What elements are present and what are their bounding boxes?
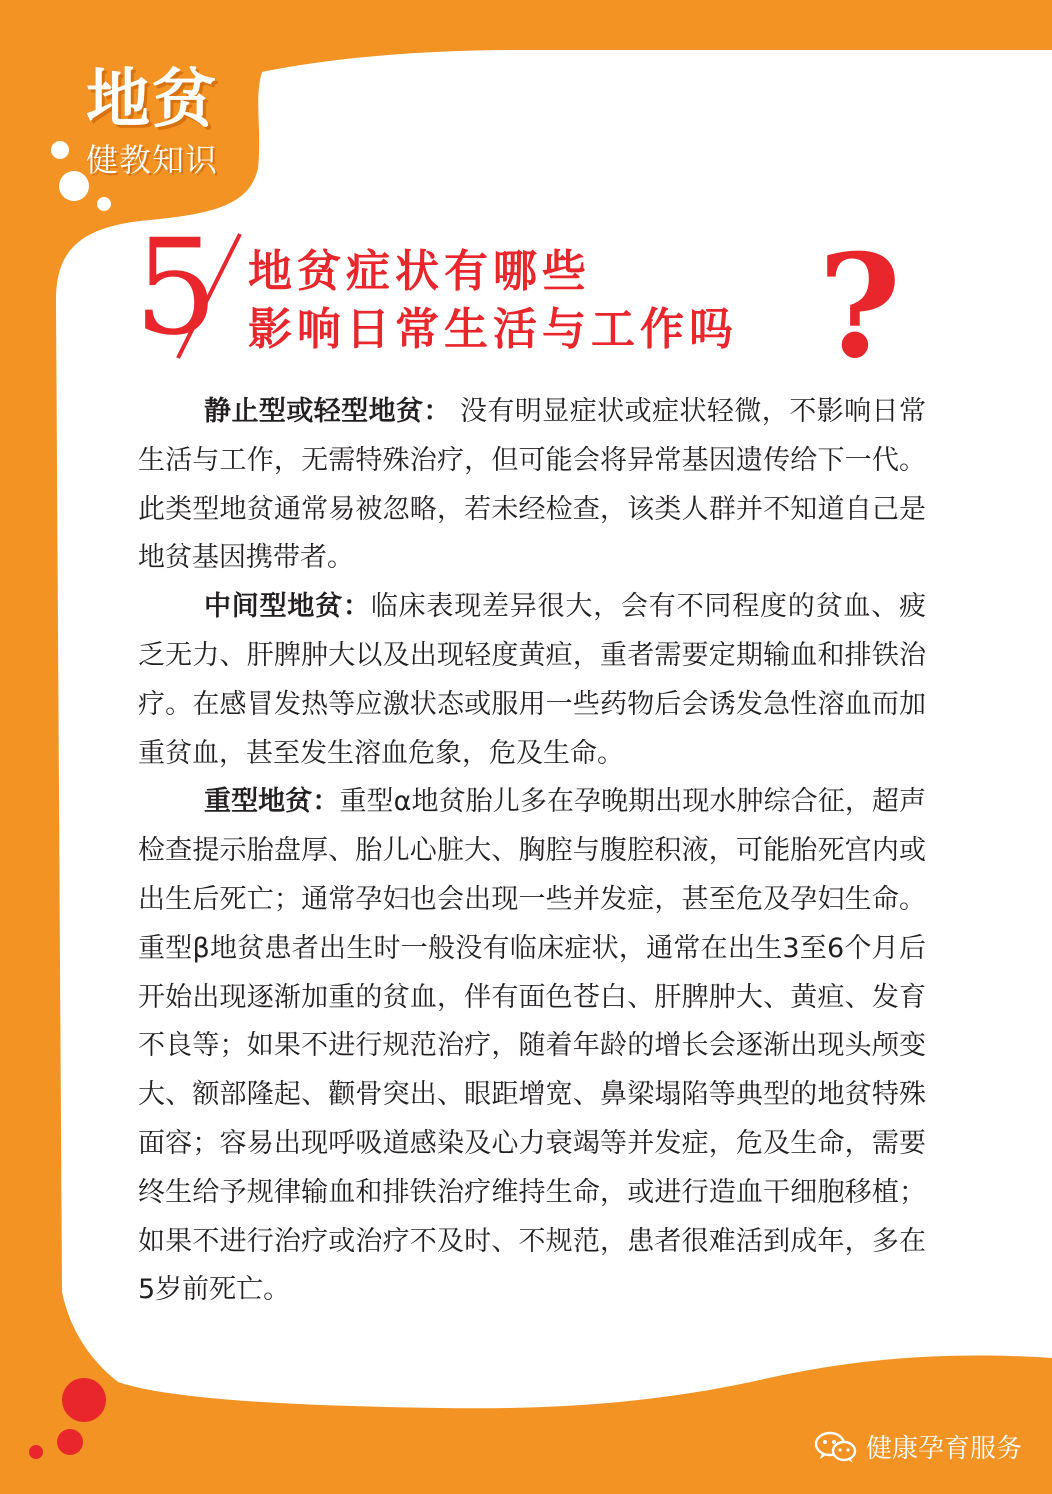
decor-dot: [62, 1378, 106, 1422]
decor-dot: [29, 1445, 43, 1459]
section-heading-line1: 地贫症状有哪些: [248, 246, 591, 297]
header-title: 地贫: [86, 63, 218, 137]
paragraph-lead: 静止型或轻型地贫：: [204, 396, 451, 427]
footer-watermark: [814, 1428, 1022, 1465]
paragraph-lead: 中间型地贫：: [204, 591, 371, 623]
wechat-icon: [814, 1429, 858, 1465]
body-text: [138, 388, 926, 1315]
footer-label: 健康孕育服务: [866, 1434, 1023, 1464]
paragraph-text: 临床表现差异很大，会有不同程度的贫血、疲乏无力、肝脾肿大以及出现轻度黄疸，重者需要定期输血和排铁治疗。在感冒发热等应激状态或服用一些药物后会诱发急性溶血而加重贫血，甚至发生溶血危象，危及生命。: [138, 591, 927, 769]
paragraph-intermedia: [138, 583, 926, 778]
paragraph-text: 重型α地贫胎儿多在孕晚期出现水肿综合征，超声检查提示胎盘厚、胎儿心脏大、胸腔与腹腔积液，可能胎死宫内或出生后死亡；通常孕妇也会出现一些并发症，甚至危及孕妇生命。重型β地贫患者出生时一般没有临床症状，通常在出生3至6个月后开始出现逐渐加重的贫血，伴有面色苍白、肝脾肿大、黄疸、发育不良等；如果不进行规范治疗，随着年龄的增长会逐渐出现头颅变大、额部隆起、颧骨突出、眼距增宽、鼻梁塌陷等典型的地贫特殊面容；容易出现呼吸道感染及心力衰竭等并发症，危及生命，需要终生给予规律输血和排铁治疗维持生命，或进行造血干细胞移植；如果不进行治疗或治疗不及时、不规范，患者很难活到成年，多在5岁前死亡。: [138, 786, 927, 1306]
section-heading-line2: 影响日常生活与工作吗: [248, 304, 738, 355]
decor-dot: [51, 141, 69, 159]
paragraph-text: 没有明显症状或症状轻微，不影响日常生活与工作，无需特殊治疗，但可能会将异常基因遗传给下一代。此类型地贫通常易被忽略，若未经检查，该类人群并不知道自己是地贫基因携带者。: [138, 396, 926, 574]
paragraph-major: [138, 778, 926, 1315]
section-number: 5: [134, 211, 218, 365]
question-mark: ?: [818, 224, 902, 390]
paragraph-lead: 重型地贫：: [204, 786, 340, 818]
paragraph-mild: [138, 388, 926, 583]
decor-dot: [97, 197, 111, 211]
decor-dot: [59, 171, 89, 201]
header-subtitle: 健教知识: [86, 141, 219, 179]
decor-dot: [57, 1429, 83, 1455]
